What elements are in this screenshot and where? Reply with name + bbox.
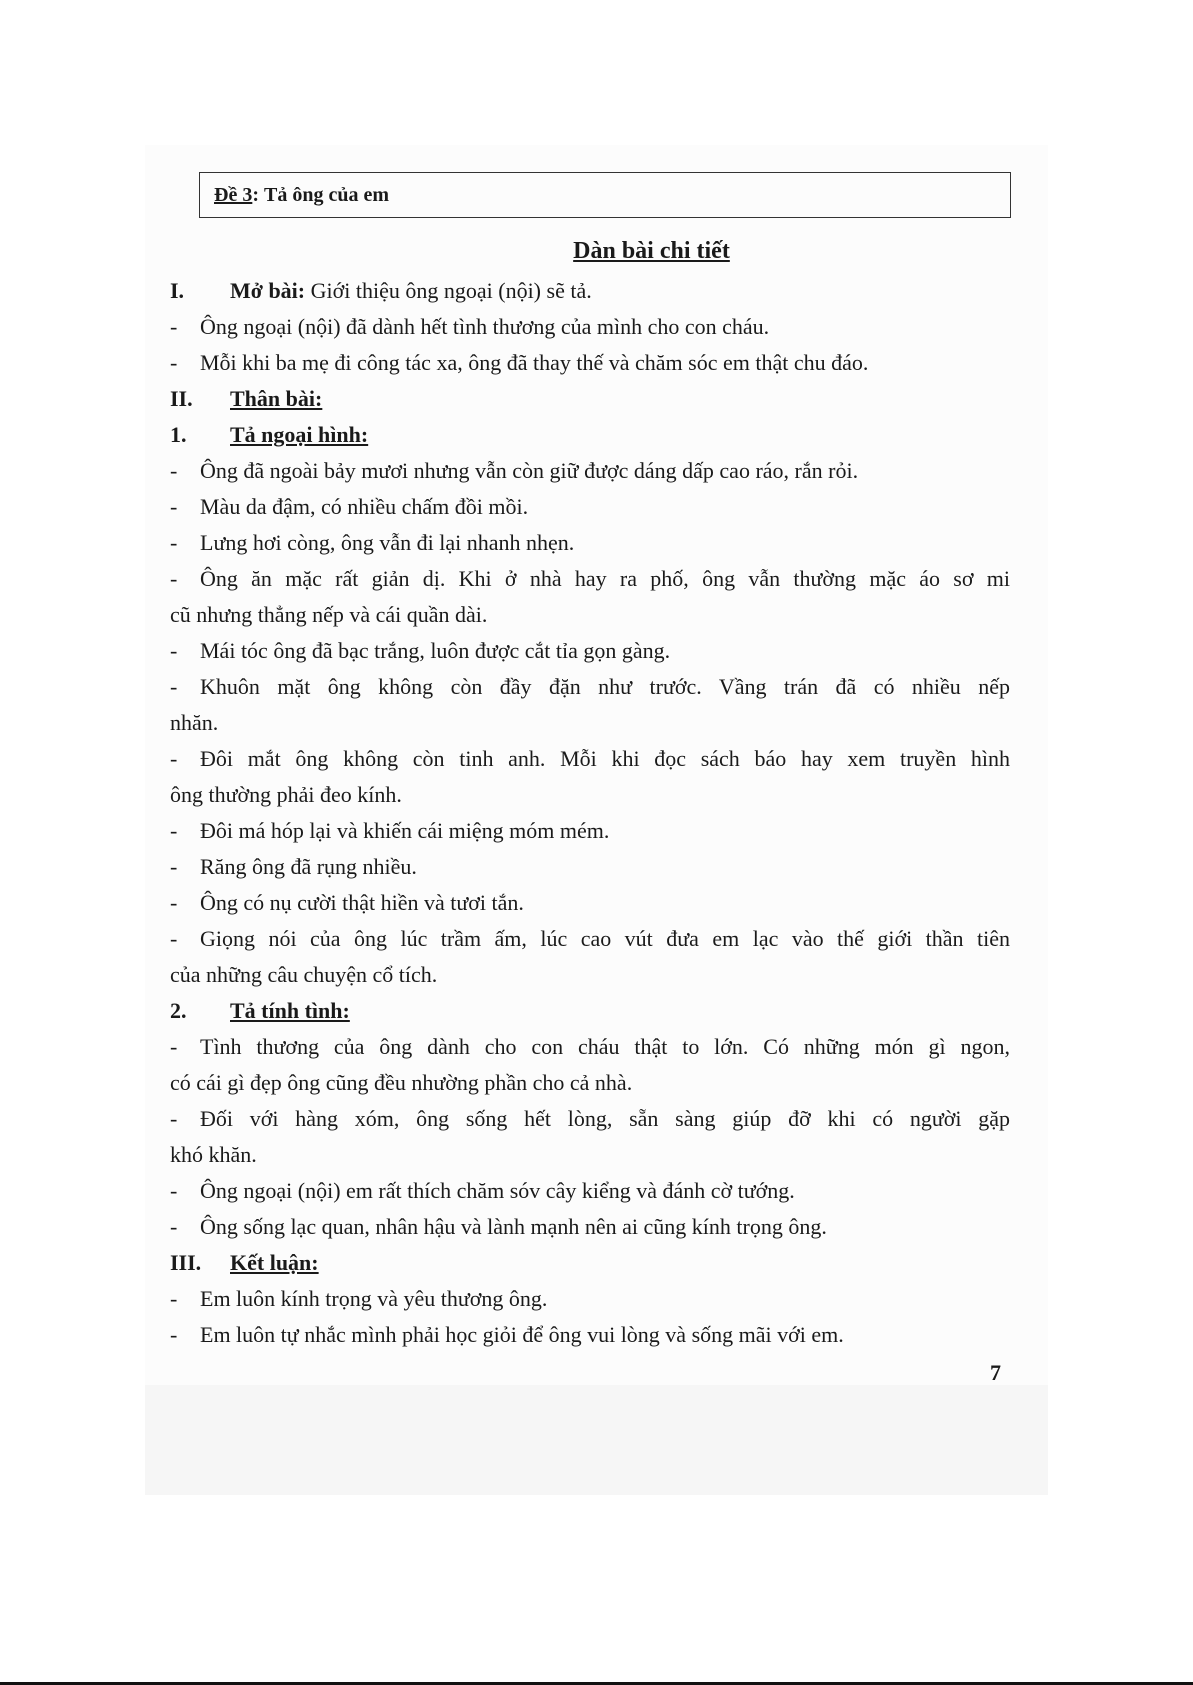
list-item: - Ông sống lạc quan, nhân hậu và lành mạnh nên ai cũng kính trọng ông. <box>170 1209 1010 1245</box>
bullet-dash: - <box>170 926 178 951</box>
document-page <box>145 145 1048 1495</box>
section-conclusion-heading <box>170 1245 1010 1281</box>
outline-body <box>170 273 1010 1353</box>
list-item-continuation: ông thường phải đeo kính. <box>170 782 402 807</box>
subsection-label: Tả ngoại hình: <box>230 422 369 447</box>
section-number: III. <box>170 1250 202 1275</box>
bullet-dash: - <box>170 746 178 771</box>
bullet-dash: - <box>170 458 178 483</box>
list-item: - Giọng nói của ông lúc trầm ấm, lúc cao vút đưa em lạc vào thế giới thần tiên <box>170 921 1010 957</box>
bullet-dash: - <box>170 1322 178 1347</box>
list-item: - Ông ngoại (nội) đã dành hết tình thương của mình cho con cháu. <box>170 309 1010 345</box>
section-label: Thân bài: <box>230 386 323 411</box>
outline-heading: Dàn bài chi tiết <box>573 238 730 264</box>
bullet-dash: - <box>170 818 178 843</box>
list-item: - Em luôn tự nhắc mình phải học giỏi để ông vui lòng và sống mãi với em. <box>170 1317 1010 1353</box>
bullet-dash: - <box>170 854 178 879</box>
list-item-continuation: cũ nhưng thẳng nếp và cái quần dài. <box>170 602 488 627</box>
page-number: 7 <box>990 1360 1001 1385</box>
assignment-separator: : <box>252 183 264 206</box>
bullet-dash: - <box>170 674 178 699</box>
bullet-dash: - <box>170 1106 178 1131</box>
list-item: - Mỗi khi ba mẹ đi công tác xa, ông đã thay thế và chăm sóc em thật chu đáo. <box>170 345 1010 381</box>
list-item: - Đôi má hóp lại và khiến cái miệng móm mém. <box>170 813 1010 849</box>
section-intro-text: Giới thiệu ông ngoại (nội) sẽ tả. <box>305 278 592 303</box>
section-number: I. <box>170 278 185 303</box>
bullet-dash: - <box>170 494 178 519</box>
subsection-label: Tả tính tình: <box>230 998 350 1023</box>
section-label: Kết luận: <box>230 1250 319 1275</box>
list-item: - Ông đã ngoài bảy mươi nhưng vẫn còn giữ được dáng dấp cao ráo, rắn rỏi. <box>170 453 1010 489</box>
bullet-dash: - <box>170 566 178 591</box>
subsection-personality-heading <box>170 993 1010 1029</box>
bullet-dash: - <box>170 350 178 375</box>
subsection-number: 1. <box>170 422 187 447</box>
list-item: - Ông có nụ cười thật hiền và tươi tắn. <box>170 885 1010 921</box>
list-item: - Màu da đậm, có nhiều chấm đồi mồi. <box>170 489 1010 525</box>
page-lower-band <box>145 1385 1048 1495</box>
bullet-dash: - <box>170 1286 178 1311</box>
list-item: - Tình thương của ông dành cho con cháu thật to lớn. Có những món gì ngon, <box>170 1029 1010 1065</box>
list-item: - Em luôn kính trọng và yêu thương ông. <box>170 1281 1010 1317</box>
bullet-dash: - <box>170 530 178 555</box>
list-item: - Khuôn mặt ông không còn đầy đặn như trước. Vầng trán đã có nhiều nếp <box>170 669 1010 705</box>
list-item: - Mái tóc ông đã bạc trắng, luôn được cắt tỉa gọn gàng. <box>170 633 1010 669</box>
list-item-continuation: khó khăn. <box>170 1142 257 1167</box>
list-item: - Đối với hàng xóm, ông sống hết lòng, sẵn sàng giúp đỡ khi có người gặp <box>170 1101 1010 1137</box>
section-body-heading <box>170 381 1010 417</box>
list-item: - Ông ngoại (nội) em rất thích chăm sóv cây kiểng và đánh cờ tướng. <box>170 1173 1010 1209</box>
list-item: - Lưng hơi còng, ông vẫn đi lại nhanh nhẹn. <box>170 525 1010 561</box>
section-intro-heading <box>170 273 1010 309</box>
list-item-continuation: có cái gì đẹp ông cũng đều nhường phần cho cả nhà. <box>170 1070 633 1095</box>
assignment-topic: Tả ông của em <box>264 183 389 206</box>
subsection-number: 2. <box>170 998 187 1023</box>
list-item-continuation: của những câu chuyện cổ tích. <box>170 962 438 987</box>
bullet-dash: - <box>170 1214 178 1239</box>
bullet-dash: - <box>170 638 178 663</box>
bullet-dash: - <box>170 890 178 915</box>
section-label: Mở bài: <box>230 278 306 303</box>
bullet-dash: - <box>170 1034 178 1059</box>
list-item-continuation: nhăn. <box>170 710 219 735</box>
list-item: - Răng ông đã rụng nhiều. <box>170 849 1010 885</box>
assignment-number: Đề 3 <box>214 183 253 206</box>
bullet-dash: - <box>170 1178 178 1203</box>
section-number: II. <box>170 386 193 411</box>
assignment-title-box <box>199 172 1011 218</box>
list-item: - Ông ăn mặc rất giản dị. Khi ở nhà hay ra phố, ông vẫn thường mặc áo sơ mi <box>170 561 1010 597</box>
list-item: - Đôi mắt ông không còn tinh anh. Mỗi khi đọc sách báo hay xem truyền hình <box>170 741 1010 777</box>
subsection-appearance-heading <box>170 417 1010 453</box>
bullet-dash: - <box>170 314 178 339</box>
